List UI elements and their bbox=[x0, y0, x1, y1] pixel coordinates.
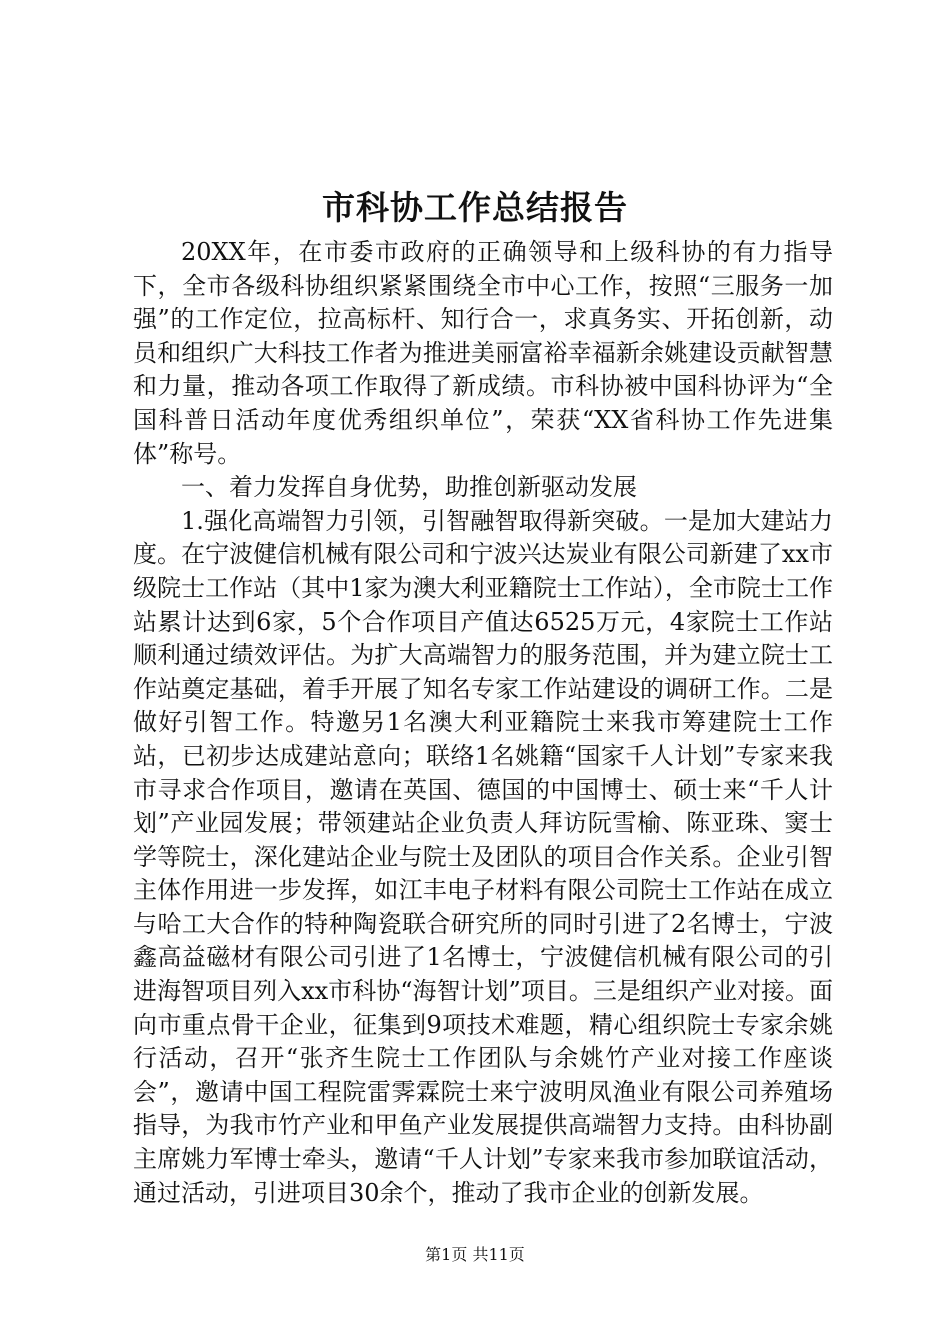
document-title: 市科协工作总结报告 bbox=[322, 188, 628, 227]
page-number: 第1页 共11页 bbox=[425, 1245, 525, 1264]
body-paragraph: 1.强化高端智力引领，引智融智取得新突破。一是加大建站力度。在宁波健信机械有限公司和宁波兴达炭业有限公司新建了xx市级院士工作站（其中1家为澳大利亚籍院士工作站），全市院士工作站累计达到6家，5个合作项目产值达6525万元，4家院士工作站顺利通过绩效评估。为扩大高端智力的服务范围，并为建立院士工作站奠定基础，着手开展了知名专家工作站建设的调研工作。二是做好引智工作。特邀另1名澳大利亚籍院士来我市筹建院士工作站，已初步达成建站意向；联络1名姚籍“国家千人计划”专家来我市寻求合作项目，邀请在英国、德国的中国博士、硕士来“千人计划”产业园发展；带领建站企业负责人拜访阮雪榆、陈亚珠、窦士学等院士，深化建站企业与院士及团队的项目合作关系。企业引智主体作用进一步发挥，如江丰电子材料有限公司院士工作站在成立与哈工大合作的特种陶瓷联合研究所的同时引进了2名博士，宁波鑫高益磁材有限公司引进了1名博士，宁波健信机械有限公司的引进海智项目列入xx市科协“海智计划”项目。三是组织产业对接。面向市重点骨干企业，征集到9项技术难题，精心组织院士专家余姚行活动，召开“张齐生院士工作团队与余姚竹产业对接工作座谈会”，邀请中国工程院雷霁霖院士来宁波明凤渔业有限公司养殖场指导，为我市竹产业和甲鱼产业发展提供高端智力支持。由科协副主席姚力军博士牵头，邀请“千人计划”专家来我市参加联谊活动，通过活动，引进项目30余个，推动了我市企业的创新发展。 bbox=[133, 506, 833, 1207]
document-body bbox=[133, 236, 833, 1210]
intro-paragraph: 20XX年，在市委市政府的正确领导和上级科协的有力指导下，全市各级科协组织紧紧围绕全市中心工作，按照“三服务一加强”的工作定位，拉高标杆、知行合一，求真务实、开拓创新，动员和组织广大科技工作者为推进美丽富裕幸福新余姚建设贡献智慧和力量，推动各项工作取得了新成绩。市科协被中国科协评为“全国科普日活动年度优秀组织单位”，荣获“XX省科协工作先进集体”称号。 bbox=[133, 238, 833, 468]
section-heading: 一、着力发挥自身优势，助推创新驱动发展 bbox=[181, 473, 637, 502]
